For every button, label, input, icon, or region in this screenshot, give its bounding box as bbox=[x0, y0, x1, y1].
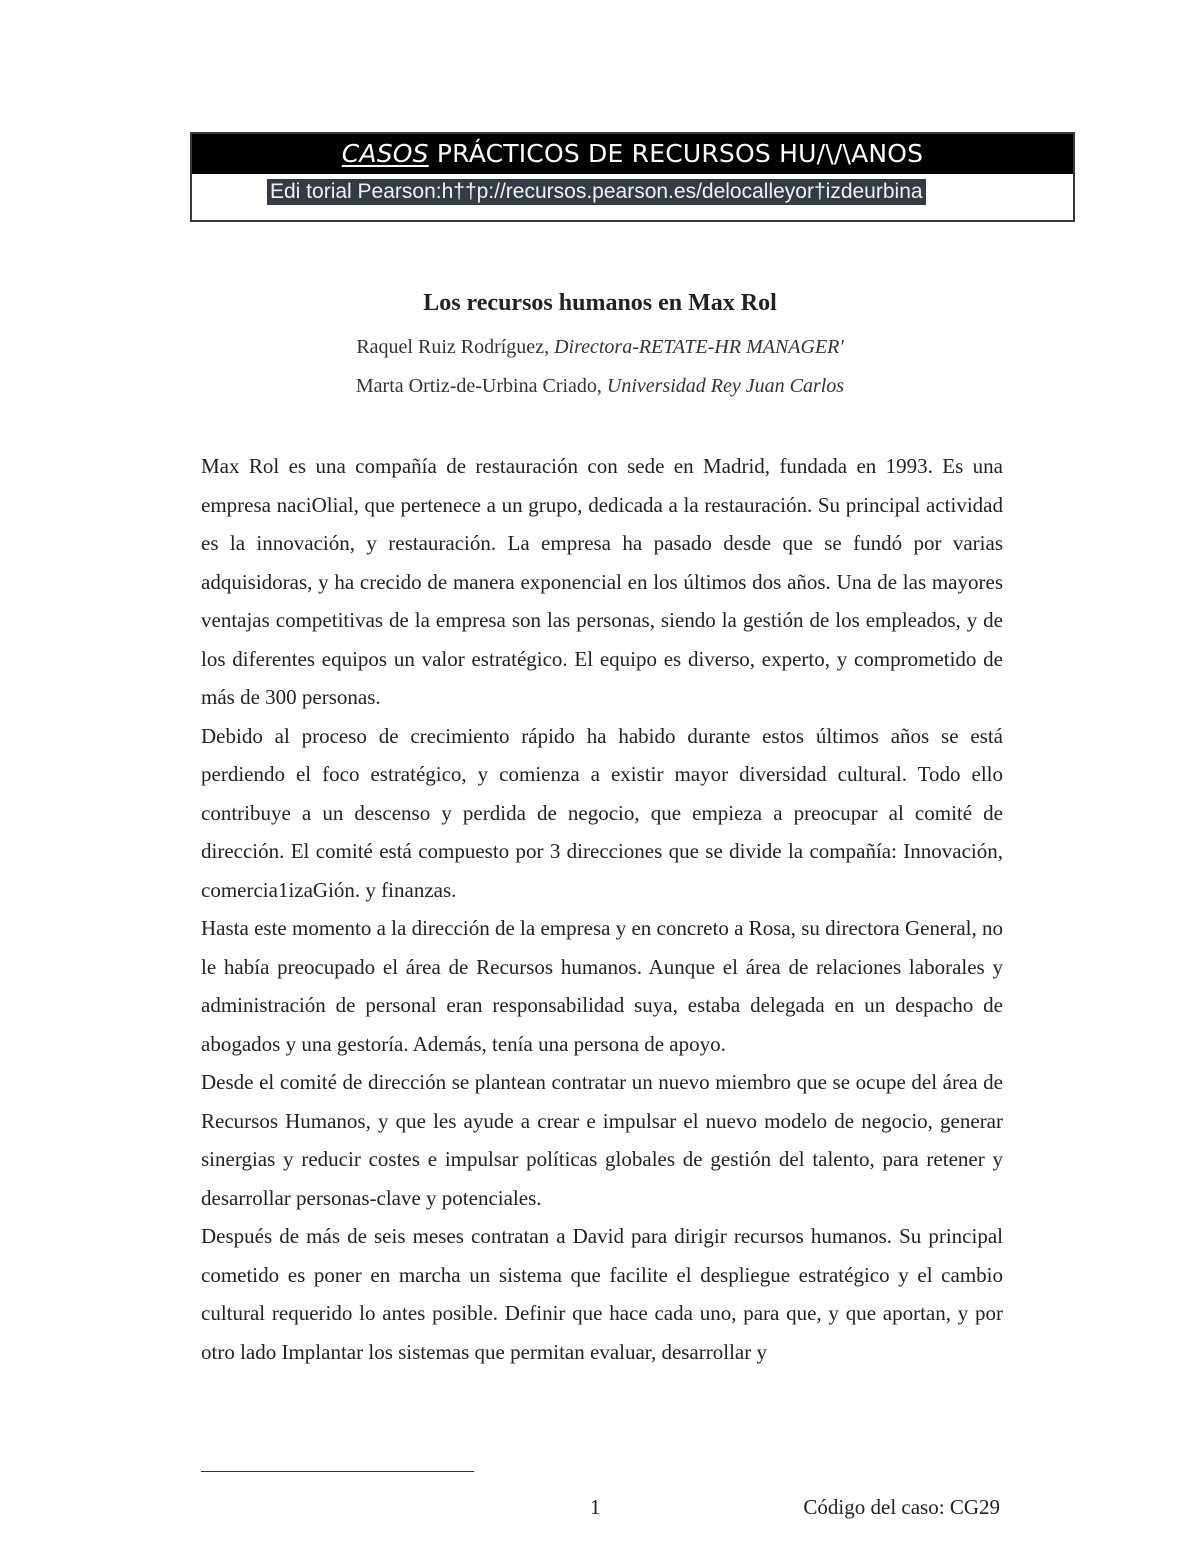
header-title-italic: CASOS bbox=[341, 139, 429, 168]
page-number: 1 bbox=[590, 1495, 601, 1519]
case-code: Código del caso: CG29 bbox=[803, 1495, 1000, 1519]
header-title-rest: PRÁCTICOS DE RECURSOS HU/\/\ANOS bbox=[428, 139, 924, 168]
footnote-divider bbox=[201, 1471, 474, 1472]
author-line bbox=[0, 336, 1200, 359]
body-text bbox=[201, 447, 1003, 1371]
author-affiliation: Directora-RETATE-HR MANAGER' bbox=[554, 336, 844, 358]
author-name: Raquel Ruiz Rodríguez, bbox=[356, 336, 555, 358]
header-box bbox=[190, 132, 1075, 222]
publisher-link[interactable]: Edi torial Pearson:h††p://recursos.pearson.es/delocalleyor†izdeurbina bbox=[267, 179, 926, 205]
paragraph: Max Rol es una compañía de restauración con sede en Madrid, fundada en 1993. Es una empresa naciOlial, que pertenece a un grupo, dedicada a la restauración. Su principal actividad es la innovación, y restauración. La empresa ha pasado desde que se fundó por varias adquisidoras, y ha crecido de manera exponencial en los últimos dos años. Una de las mayores ventajas competitivas de la empresa son las personas, siendo la gestión de los empleados, y de los diferentes equipos un valor estratégico. El equipo es diverso, experto, y comprometido de más de 300 personas. bbox=[201, 454, 1003, 709]
paragraph: Después de más de seis meses contratan a David para dirigir recursos humanos. Su principal cometido es poner en marcha un sistema que facilite el despliegue estratégico y el cambio cultural requerido lo antes posible. Definir que hace cada uno, para que, y que aportan, y por otro lado Implantar los sistemas que permitan evaluar, desarrollar y bbox=[201, 1224, 1003, 1364]
paragraph: Hasta este momento a la dirección de la empresa y en concreto a Rosa, su directora General, no le había preocupado el área de Recursos humanos. Aunque el área de relaciones laborales y administración de personal eran responsabilidad suya, estaba delegada en un despacho de abogados y una gestoría. Además, tenía una persona de apoyo. bbox=[201, 916, 1003, 1056]
author-affiliation: Universidad Rey Juan Carlos bbox=[606, 375, 845, 397]
document-title: Los recursos humanos en Max Rol bbox=[423, 290, 777, 316]
author-name: Marta Ortiz-de-Urbina Criado, bbox=[355, 375, 607, 397]
paragraph: Debido al proceso de crecimiento rápido ha habido durante estos últimos años se está perdiendo el foco estratégico, y comienza a existir mayor diversidad cultural. Todo ello contribuye a un descenso y perdida de negocio, que empieza a preocupar al comité de dirección. El comité está compuesto por 3 direcciones que se divide la compañía: Innovación, comercia1izaGión. y finanzas. bbox=[201, 723, 1003, 902]
paragraph: Desde el comité de dirección se plantean contratar un nuevo miembro que se ocupe del área de Recursos Humanos, y que les ayude a crear e impulsar el nuevo modelo de negocio, generar sinergias y reducir costes e impulsar políticas globales de gestión del talento, para retener y desarrollar personas-clave y potenciales. bbox=[201, 1070, 1003, 1210]
header-title bbox=[192, 134, 1073, 174]
author-line bbox=[0, 375, 1200, 398]
